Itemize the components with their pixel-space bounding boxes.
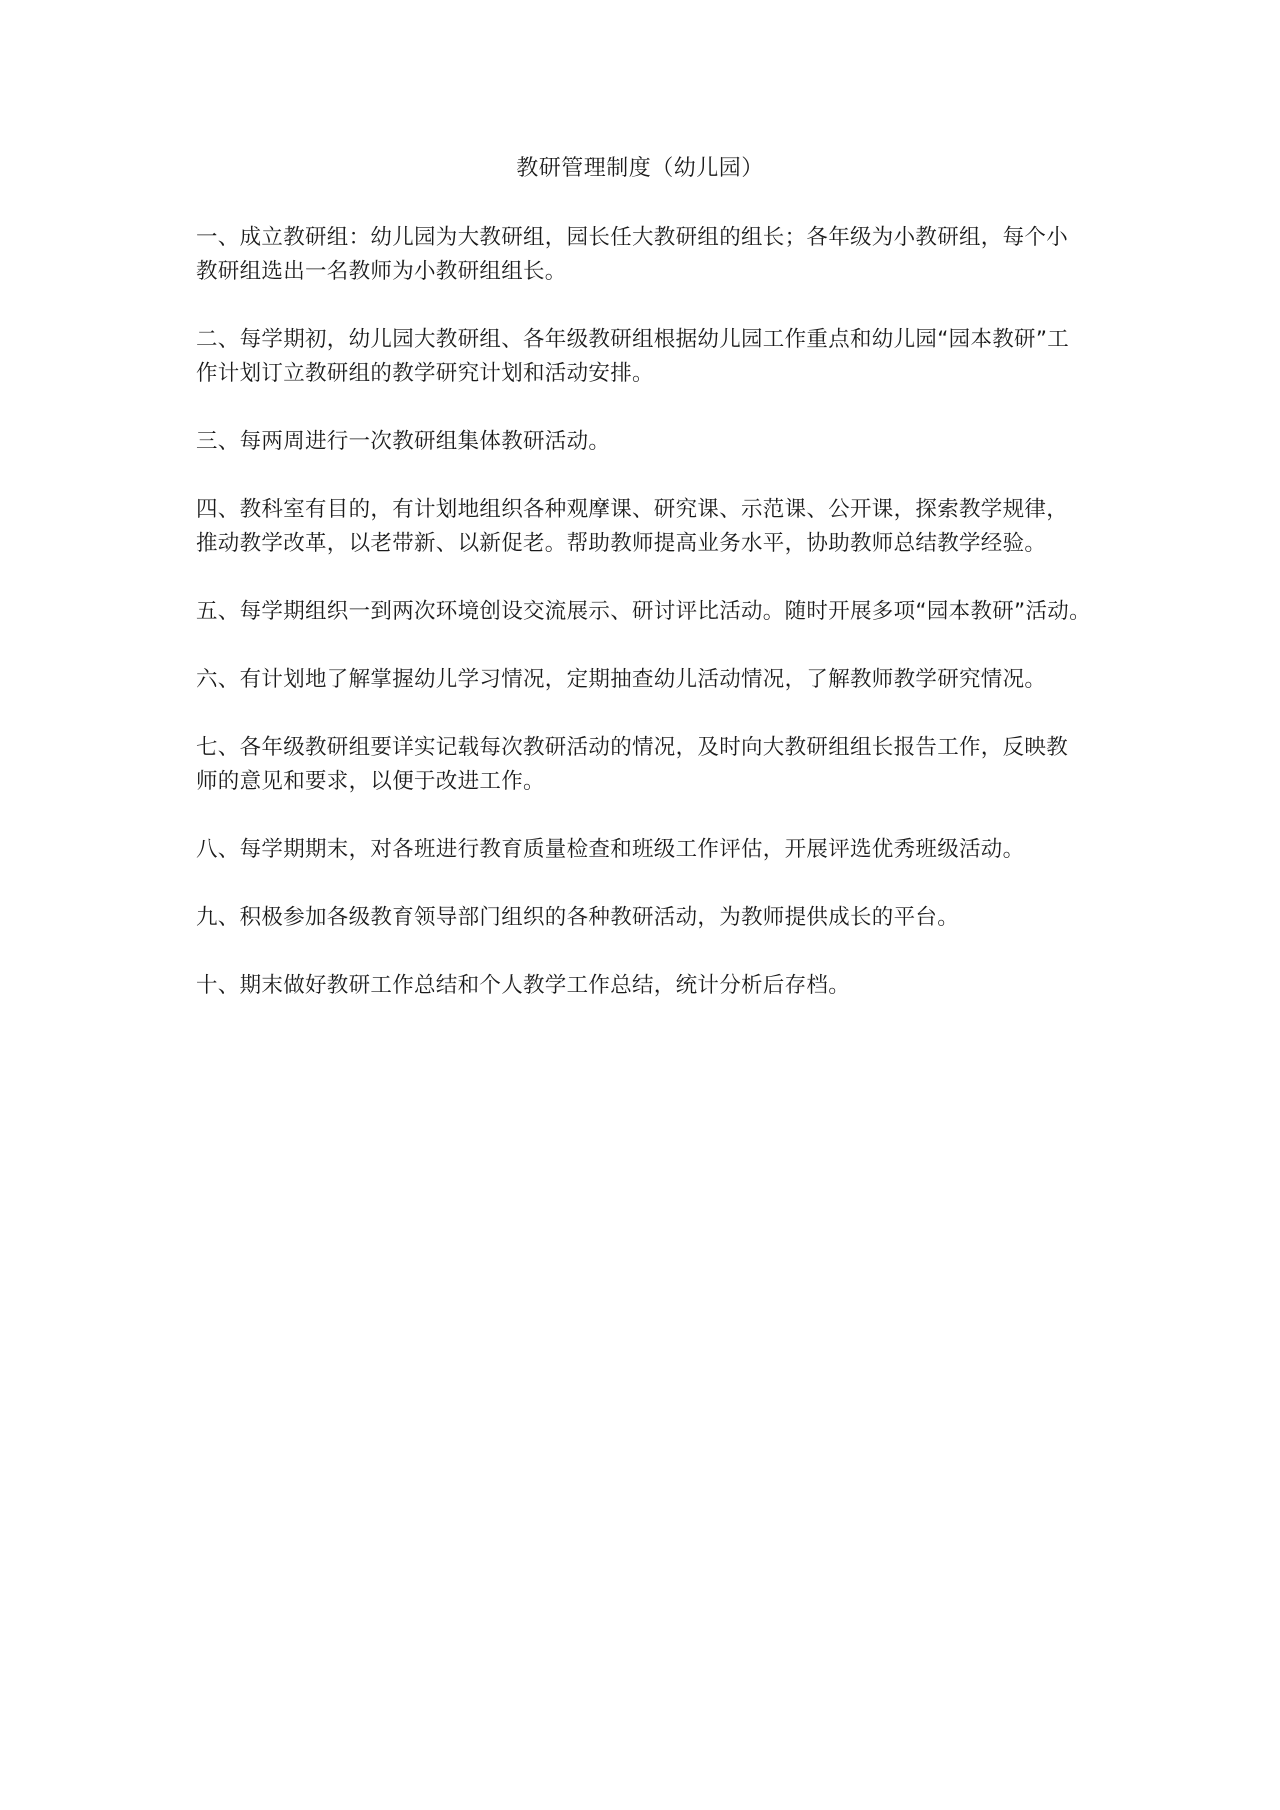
paragraph-3: 三、每两周进行一次教研组集体教研活动。 [196, 429, 611, 454]
paragraph-2: 二、每学期初，幼儿园大教研组、各年级教研组根据幼儿园工作重点和幼儿园“园本教研”工 作计划订立教研组的教学研究计划和活动安排。 [196, 327, 1070, 386]
paragraph-9: 九、积极参加各级教育领导部门组织的各种教研活动，为教师提供成长的平台。 [196, 905, 960, 930]
paragraph-5: 五、每学期组织一到两次环境创设交流展示、研讨评比活动。随时开展多项“园本教研”活动。 [196, 599, 1091, 624]
paragraph-4: 四、教科室有目的，有计划地组织各种观摩课、研究课、示范课、公开课，探索教学规律， 推动教学改革，以老带新、以新促老。帮助教师提高业务水平，协助教师总结教学经验。 [196, 497, 1069, 556]
paragraph-7: 七、各年级教研组要详实记载每次教研活动的情况，及时向大教研组组长报告工作，反映教 师的意见和要求，以便于改进工作。 [196, 735, 1069, 794]
paragraph-6: 六、有计划地了解掌握幼儿学习情况，定期抽查幼儿活动情况，了解教师教学研究情况。 [196, 667, 1047, 692]
paragraph-1: 一、成立教研组：幼儿园为大教研组，园长任大教研组的组长；各年级为小教研组，每个小 教研组选出一名教师为小教研组组长。 [196, 225, 1069, 284]
document-body [196, 221, 1096, 1037]
paragraph-8: 八、每学期期末，对各班进行教育质量检查和班级工作评估，开展评选优秀班级活动。 [196, 837, 1025, 862]
paragraph-10: 十、期末做好教研工作总结和个人教学工作总结，统计分析后存档。 [196, 973, 851, 998]
document-title: 教研管理制度（幼儿园） [516, 156, 764, 181]
